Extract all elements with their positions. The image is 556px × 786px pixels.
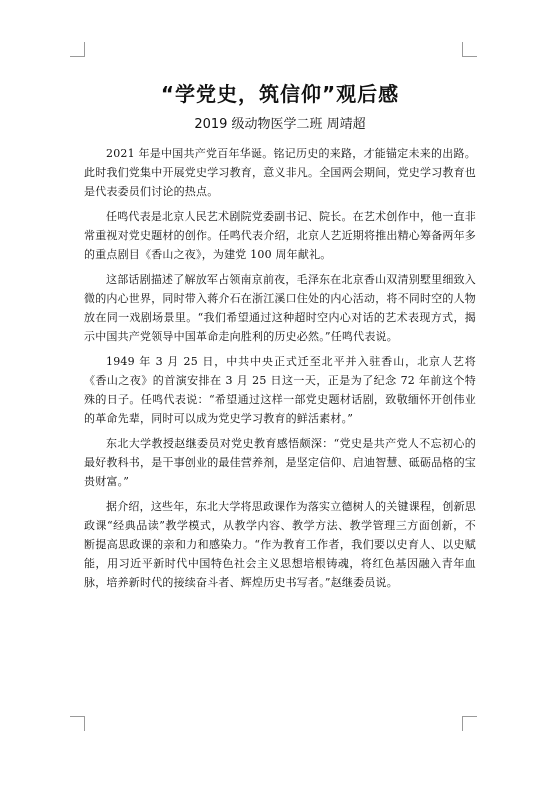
document-body (84, 80, 476, 598)
paragraph-1: 2021 年是中国共产党百年华诞。铭记历史的来路，才能锚定未来的出路。此时我们党集中开展党史学习教育，意义非凡。全国两会期间，党史学习教育也是代表委员们讨论的热点。 (84, 147, 476, 198)
document-author-line: 2019 级动物医学二班 周靖超 (194, 117, 366, 132)
margin-corner-mark-top-left (70, 42, 85, 57)
paragraph-4: 1949 年 3 月 25 日，中共中央正式迁至北平并入驻香山，北京人艺将《香山之夜》的首演安排在 3 月 25 日这一天，正是为了纪念 72 年前这个特殊的日子。任鸣代表说：“希望通过这样一部党史题材话剧，致敬缅怀开创伟业的革命先辈，同时可以成为党史学习教育的鲜活素材。” (84, 355, 476, 425)
margin-corner-mark-bottom-left (70, 716, 85, 731)
paragraph-3: 这部话剧描述了解放军占领南京前夜，毛泽东在北京香山双清别墅里细致入微的内心世界，同时带入蒋介石在浙江溪口住处的内心活动，将不同时空的人物放在同一戏剧场景里。“我们希望通过这种超时空内心对话的艺术表现方式，揭示中国共产党领导中国革命走向胜利的历史必然。”任鸣代表说。 (84, 273, 476, 343)
margin-corner-mark-bottom-right (462, 716, 477, 731)
paragraph-6: 据介绍，这些年，东北大学将思政课作为落实立德树人的关键课程，创新思政课“经典品读”教学模式，从教学内容、教学方法、教学管理三方面创新，不断提高思政课的亲和力和感染力。“作为教育工作者，我们要以史育人、以史赋能，用习近平新时代中国特色社会主义思想培根铸魂，将红色基因融入青年血脉，培养新时代的接续奋斗者、辉煌历史书写者。”赵继委员说。 (84, 500, 476, 589)
paragraph-5: 东北大学教授赵继委员对党史教育感悟颇深：“党史是共产党人不忘初心的最好教科书，是干事创业的最佳营养剂，是坚定信仰、启迪智慧、砥砺品格的宝贵财富。” (84, 437, 476, 488)
margin-corner-mark-top-right (462, 42, 477, 57)
document-title: “学党史，筑信仰”观后感 (160, 82, 400, 106)
paragraph-2: 任鸣代表是北京人民艺术剧院党委副书记、院长。在艺术创作中，他一直非常重视对党史题材的创作。任鸣代表介绍，北京人艺近期将推出精心筹备两年多的重点剧目《香山之夜》，为建党 100 周年献礼。 (84, 210, 476, 261)
